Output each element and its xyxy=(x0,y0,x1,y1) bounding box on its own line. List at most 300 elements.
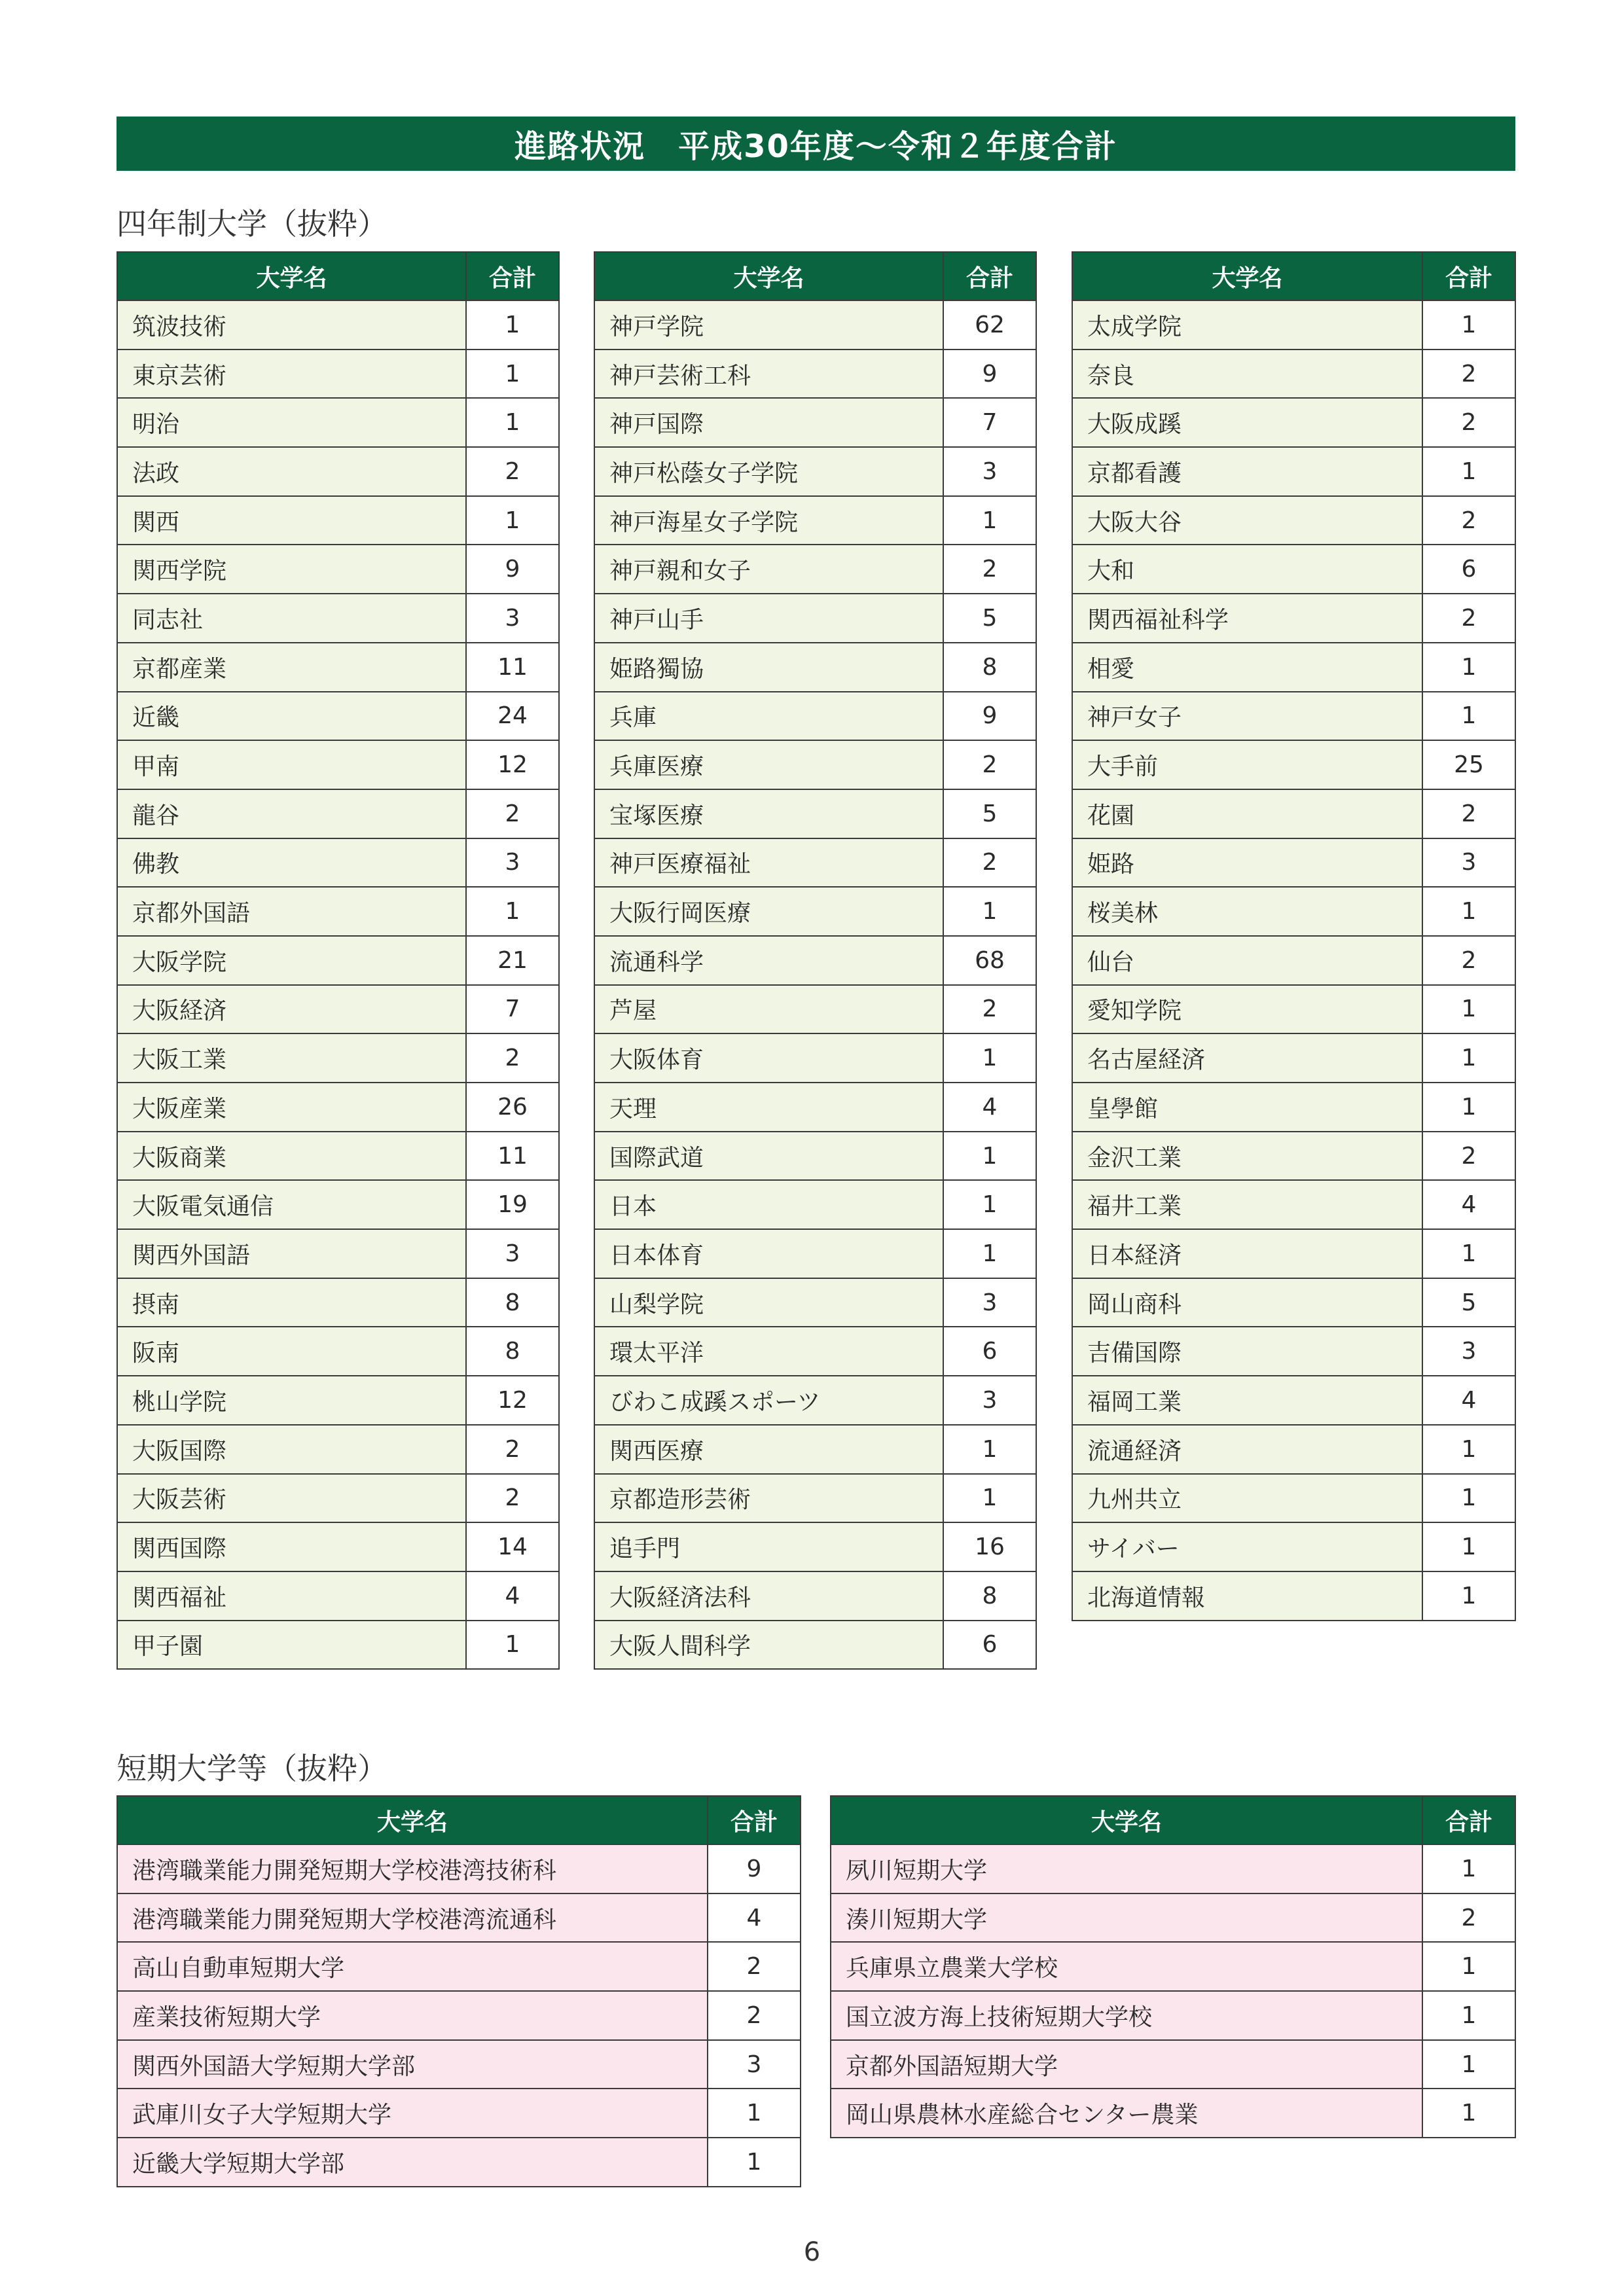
table-row xyxy=(117,1425,559,1474)
table-row xyxy=(831,1893,1515,1943)
school-name-cell: 日本 xyxy=(594,1180,943,1229)
total-cell: 6 xyxy=(943,1621,1036,1670)
school-name-cell: 関西医療 xyxy=(594,1425,943,1474)
total-cell: 5 xyxy=(1422,1278,1515,1327)
total-cell: 2 xyxy=(708,1942,801,1991)
school-name-cell: 岡山県農林水産総合センター農業 xyxy=(831,2089,1422,2138)
table-row xyxy=(594,398,1036,447)
school-name-cell: 九州共立 xyxy=(1072,1474,1422,1523)
school-name-cell: 国際武道 xyxy=(594,1132,943,1181)
table-row xyxy=(117,1844,801,1893)
school-name-cell: 名古屋経済 xyxy=(1072,1033,1422,1083)
school-name-cell: 甲子園 xyxy=(117,1621,466,1670)
table-row xyxy=(117,2138,801,2187)
page-banner xyxy=(117,117,1515,171)
total-cell: 2 xyxy=(1422,594,1515,643)
total-cell: 1 xyxy=(1422,1522,1515,1571)
table-row xyxy=(117,887,559,936)
table-row xyxy=(594,447,1036,496)
total-cell: 2 xyxy=(1422,350,1515,399)
school-name-cell: 相愛 xyxy=(1072,643,1422,692)
junior-college-table-2 xyxy=(830,1795,1516,2138)
table-row xyxy=(1072,1425,1515,1474)
school-name-cell: 関西国際 xyxy=(117,1522,466,1571)
school-name-cell: 大阪成蹊 xyxy=(1072,398,1422,447)
school-name-cell: 神戸医療福祉 xyxy=(594,838,943,888)
total-cell: 7 xyxy=(466,985,559,1034)
school-name-cell: びわこ成蹊スポーツ xyxy=(594,1376,943,1425)
table-row xyxy=(117,1942,801,1991)
school-name-cell: 奈良 xyxy=(1072,350,1422,399)
total-cell: 6 xyxy=(1422,545,1515,594)
col-header-total: 合計 xyxy=(1422,252,1515,300)
total-cell: 1 xyxy=(466,887,559,936)
table-row xyxy=(831,1942,1515,1991)
total-cell: 1 xyxy=(1422,1033,1515,1083)
total-cell: 12 xyxy=(466,740,559,789)
school-name-cell: 兵庫医療 xyxy=(594,740,943,789)
school-name-cell: 日本体育 xyxy=(594,1229,943,1278)
total-cell: 1 xyxy=(1422,1474,1515,1523)
table-row xyxy=(1072,789,1515,838)
col-header-name: 大学名 xyxy=(117,1796,708,1844)
school-name-cell: 近畿 xyxy=(117,692,466,741)
table-row xyxy=(831,2040,1515,2089)
total-cell: 21 xyxy=(466,936,559,985)
school-name-cell: 大阪経済 xyxy=(117,985,466,1034)
school-name-cell: 京都産業 xyxy=(117,643,466,692)
total-cell: 2 xyxy=(1422,398,1515,447)
total-cell: 1 xyxy=(466,1621,559,1670)
total-cell: 2 xyxy=(466,1474,559,1523)
school-name-cell: 同志社 xyxy=(117,594,466,643)
university-table-2 xyxy=(594,251,1037,1670)
school-name-cell: 京都外国語短期大学 xyxy=(831,2040,1422,2089)
total-cell: 1 xyxy=(1422,887,1515,936)
total-cell: 2 xyxy=(466,1033,559,1083)
total-cell: 8 xyxy=(466,1327,559,1376)
school-name-cell: 流通科学 xyxy=(594,936,943,985)
school-name-cell: 佛教 xyxy=(117,838,466,888)
school-name-cell: 関西福祉科学 xyxy=(1072,594,1422,643)
table-row xyxy=(117,1474,559,1523)
table-row xyxy=(1072,1132,1515,1181)
school-name-cell: 兵庫県立農業大学校 xyxy=(831,1942,1422,1991)
table-row xyxy=(117,1132,559,1181)
total-cell: 1 xyxy=(1422,1844,1515,1893)
total-cell: 9 xyxy=(943,692,1036,741)
table-row xyxy=(117,1571,559,1621)
school-name-cell: 神戸学院 xyxy=(594,300,943,350)
school-name-cell: 太成学院 xyxy=(1072,300,1422,350)
table-row xyxy=(1072,740,1515,789)
table-row xyxy=(594,1522,1036,1571)
col-header-name: 大学名 xyxy=(831,1796,1422,1844)
total-cell: 1 xyxy=(1422,1425,1515,1474)
total-cell: 11 xyxy=(466,643,559,692)
table-row xyxy=(594,643,1036,692)
total-cell: 1 xyxy=(943,1425,1036,1474)
table-row xyxy=(594,1425,1036,1474)
table-row xyxy=(117,496,559,545)
school-name-cell: 武庫川女子大学短期大学 xyxy=(117,2089,708,2138)
school-name-cell: 流通経済 xyxy=(1072,1425,1422,1474)
total-cell: 1 xyxy=(1422,447,1515,496)
table-row xyxy=(1072,594,1515,643)
table-row xyxy=(117,1522,559,1571)
total-cell: 2 xyxy=(943,838,1036,888)
table-row xyxy=(117,545,559,594)
school-name-cell: 山梨学院 xyxy=(594,1278,943,1327)
table-row xyxy=(1072,887,1515,936)
total-cell: 25 xyxy=(1422,740,1515,789)
total-cell: 3 xyxy=(466,838,559,888)
school-name-cell: 関西学院 xyxy=(117,545,466,594)
total-cell: 14 xyxy=(466,1522,559,1571)
total-cell: 2 xyxy=(1422,1132,1515,1181)
table-row xyxy=(1072,1033,1515,1083)
col-header-name: 大学名 xyxy=(1072,252,1422,300)
school-name-cell: 福井工業 xyxy=(1072,1180,1422,1229)
school-name-cell: 国立波方海上技術短期大学校 xyxy=(831,1991,1422,2040)
table-row xyxy=(117,2040,801,2089)
total-cell: 8 xyxy=(943,643,1036,692)
school-name-cell: 大阪体育 xyxy=(594,1033,943,1083)
total-cell: 9 xyxy=(943,350,1036,399)
table-row xyxy=(1072,692,1515,741)
school-name-cell: 吉備国際 xyxy=(1072,1327,1422,1376)
school-name-cell: 関西 xyxy=(117,496,466,545)
total-cell: 11 xyxy=(466,1132,559,1181)
table-row xyxy=(831,1844,1515,1893)
table-row xyxy=(594,496,1036,545)
table-row xyxy=(117,594,559,643)
school-name-cell: 湊川短期大学 xyxy=(831,1893,1422,1943)
col-header-total: 合計 xyxy=(943,252,1036,300)
table-row xyxy=(117,1229,559,1278)
school-name-cell: 大阪経済法科 xyxy=(594,1571,943,1621)
table-row xyxy=(1072,1327,1515,1376)
table-row xyxy=(594,1033,1036,1083)
school-name-cell: 阪南 xyxy=(117,1327,466,1376)
total-cell: 26 xyxy=(466,1083,559,1132)
table-row xyxy=(594,789,1036,838)
total-cell: 1 xyxy=(1422,985,1515,1034)
total-cell: 4 xyxy=(1422,1180,1515,1229)
total-cell: 4 xyxy=(943,1083,1036,1132)
total-cell: 1 xyxy=(1422,643,1515,692)
table-row xyxy=(1072,838,1515,888)
table-row xyxy=(594,936,1036,985)
school-name-cell: 桃山学院 xyxy=(117,1376,466,1425)
table-row xyxy=(594,985,1036,1034)
total-cell: 16 xyxy=(943,1522,1036,1571)
university-table-3 xyxy=(1072,251,1516,1621)
table-row xyxy=(1072,1229,1515,1278)
table-row xyxy=(117,1033,559,1083)
table-row xyxy=(1072,447,1515,496)
table-row xyxy=(1072,1474,1515,1523)
total-cell: 2 xyxy=(708,1991,801,2040)
table-row xyxy=(117,398,559,447)
table-row xyxy=(594,1571,1036,1621)
total-cell: 1 xyxy=(943,1474,1036,1523)
school-name-cell: 芦屋 xyxy=(594,985,943,1034)
table-row xyxy=(1072,985,1515,1034)
table-row xyxy=(117,447,559,496)
total-cell: 1 xyxy=(943,496,1036,545)
total-cell: 12 xyxy=(466,1376,559,1425)
col-header-total: 合計 xyxy=(1422,1796,1515,1844)
school-name-cell: 追手門 xyxy=(594,1522,943,1571)
col-header-name: 大学名 xyxy=(594,252,943,300)
table-row xyxy=(117,789,559,838)
school-name-cell: 愛知学院 xyxy=(1072,985,1422,1034)
school-name-cell: 神戸国際 xyxy=(594,398,943,447)
table-row xyxy=(594,594,1036,643)
total-cell: 2 xyxy=(1422,496,1515,545)
table-row xyxy=(117,643,559,692)
total-cell: 1 xyxy=(943,1132,1036,1181)
total-cell: 1 xyxy=(466,398,559,447)
total-cell: 1 xyxy=(708,2089,801,2138)
total-cell: 62 xyxy=(943,300,1036,350)
table-row xyxy=(1072,350,1515,399)
total-cell: 1 xyxy=(466,300,559,350)
total-cell: 3 xyxy=(466,1229,559,1278)
total-cell: 4 xyxy=(466,1571,559,1621)
total-cell: 2 xyxy=(466,1425,559,1474)
table-row xyxy=(1072,1180,1515,1229)
table-row xyxy=(1072,1376,1515,1425)
table-row xyxy=(594,1621,1036,1670)
table-row xyxy=(1072,936,1515,985)
table-row xyxy=(117,1083,559,1132)
table-row xyxy=(594,1180,1036,1229)
school-name-cell: 京都外国語 xyxy=(117,887,466,936)
total-cell: 1 xyxy=(1422,2089,1515,2138)
school-name-cell: 甲南 xyxy=(117,740,466,789)
school-name-cell: 法政 xyxy=(117,447,466,496)
table-row xyxy=(1072,496,1515,545)
table-row xyxy=(594,740,1036,789)
table-row xyxy=(117,1278,559,1327)
school-name-cell: 大阪電気通信 xyxy=(117,1180,466,1229)
school-name-cell: 大手前 xyxy=(1072,740,1422,789)
school-name-cell: 龍谷 xyxy=(117,789,466,838)
school-name-cell: 京都看護 xyxy=(1072,447,1422,496)
school-name-cell: 神戸海星女子学院 xyxy=(594,496,943,545)
table-row xyxy=(594,300,1036,350)
total-cell: 5 xyxy=(943,594,1036,643)
total-cell: 2 xyxy=(943,740,1036,789)
school-name-cell: 福岡工業 xyxy=(1072,1376,1422,1425)
school-name-cell: 大阪人間科学 xyxy=(594,1621,943,1670)
school-name-cell: 姫路 xyxy=(1072,838,1422,888)
total-cell: 3 xyxy=(708,2040,801,2089)
table-row xyxy=(117,1991,801,2040)
total-cell: 68 xyxy=(943,936,1036,985)
school-name-cell: 関西外国語 xyxy=(117,1229,466,1278)
school-name-cell: 仙台 xyxy=(1072,936,1422,985)
table-row xyxy=(594,545,1036,594)
total-cell: 9 xyxy=(466,545,559,594)
table-row xyxy=(1072,1083,1515,1132)
school-name-cell: 大阪産業 xyxy=(117,1083,466,1132)
table-row xyxy=(117,1327,559,1376)
total-cell: 1 xyxy=(1422,1571,1515,1621)
school-name-cell: 夙川短期大学 xyxy=(831,1844,1422,1893)
col-header-total: 合計 xyxy=(708,1796,801,1844)
school-name-cell: 東京芸術 xyxy=(117,350,466,399)
total-cell: 7 xyxy=(943,398,1036,447)
table-row xyxy=(1072,545,1515,594)
school-name-cell: 環太平洋 xyxy=(594,1327,943,1376)
school-name-cell: 関西福祉 xyxy=(117,1571,466,1621)
total-cell: 1 xyxy=(1422,2040,1515,2089)
school-name-cell: 神戸芸術工科 xyxy=(594,350,943,399)
school-name-cell: 天理 xyxy=(594,1083,943,1132)
total-cell: 1 xyxy=(1422,1083,1515,1132)
school-name-cell: 神戸親和女子 xyxy=(594,545,943,594)
school-name-cell: 摂南 xyxy=(117,1278,466,1327)
school-name-cell: 兵庫 xyxy=(594,692,943,741)
junior-college-section-title: 短期大学等（抜粋） xyxy=(117,1751,388,1786)
school-name-cell: 皇學館 xyxy=(1072,1083,1422,1132)
table-row xyxy=(594,1229,1036,1278)
school-name-cell: 神戸女子 xyxy=(1072,692,1422,741)
table-row xyxy=(1072,300,1515,350)
school-name-cell: 港湾職業能力開発短期大学校港湾技術科 xyxy=(117,1844,708,1893)
table-row xyxy=(1072,1278,1515,1327)
school-name-cell: 宝塚医療 xyxy=(594,789,943,838)
total-cell: 9 xyxy=(708,1844,801,1893)
total-cell: 8 xyxy=(466,1278,559,1327)
total-cell: 6 xyxy=(943,1327,1036,1376)
university-table-1 xyxy=(117,251,560,1670)
table-row xyxy=(1072,1522,1515,1571)
table-row xyxy=(117,1376,559,1425)
school-name-cell: 姫路獨協 xyxy=(594,643,943,692)
school-name-cell: 日本経済 xyxy=(1072,1229,1422,1278)
table-row xyxy=(594,1083,1036,1132)
total-cell: 3 xyxy=(943,1278,1036,1327)
table-row xyxy=(117,350,559,399)
school-name-cell: 大阪大谷 xyxy=(1072,496,1422,545)
table-row xyxy=(1072,398,1515,447)
total-cell: 4 xyxy=(708,1893,801,1943)
school-name-cell: 桜美林 xyxy=(1072,887,1422,936)
table-row xyxy=(117,838,559,888)
school-name-cell: 北海道情報 xyxy=(1072,1571,1422,1621)
school-name-cell: 金沢工業 xyxy=(1072,1132,1422,1181)
banner-title: 進路状況 平成30年度～令和２年度合計 xyxy=(514,128,1117,165)
total-cell: 3 xyxy=(1422,1327,1515,1376)
total-cell: 3 xyxy=(466,594,559,643)
total-cell: 1 xyxy=(943,1180,1036,1229)
school-name-cell: サイバー xyxy=(1072,1522,1422,1571)
total-cell: 2 xyxy=(1422,1893,1515,1943)
total-cell: 1 xyxy=(1422,300,1515,350)
school-name-cell: 関西外国語大学短期大学部 xyxy=(117,2040,708,2089)
total-cell: 1 xyxy=(708,2138,801,2187)
table-row xyxy=(117,300,559,350)
table-row xyxy=(117,740,559,789)
school-name-cell: 大阪工業 xyxy=(117,1033,466,1083)
university-section-title: 四年制大学（抜粋） xyxy=(117,206,388,242)
total-cell: 1 xyxy=(1422,1991,1515,2040)
total-cell: 1 xyxy=(943,1033,1036,1083)
school-name-cell: 高山自動車短期大学 xyxy=(117,1942,708,1991)
school-name-cell: 近畿大学短期大学部 xyxy=(117,2138,708,2187)
table-row xyxy=(117,936,559,985)
school-name-cell: 大和 xyxy=(1072,545,1422,594)
table-row xyxy=(117,692,559,741)
table-row xyxy=(594,887,1036,936)
page-number: 6 xyxy=(803,2237,821,2267)
table-row xyxy=(117,985,559,1034)
table-row xyxy=(594,1278,1036,1327)
school-name-cell: 大阪国際 xyxy=(117,1425,466,1474)
total-cell: 24 xyxy=(466,692,559,741)
total-cell: 1 xyxy=(1422,692,1515,741)
school-name-cell: 大阪芸術 xyxy=(117,1474,466,1523)
table-row xyxy=(117,1893,801,1943)
school-name-cell: 大阪学院 xyxy=(117,936,466,985)
total-cell: 3 xyxy=(1422,838,1515,888)
total-cell: 2 xyxy=(943,985,1036,1034)
table-row xyxy=(594,692,1036,741)
total-cell: 3 xyxy=(943,1376,1036,1425)
total-cell: 2 xyxy=(466,789,559,838)
total-cell: 3 xyxy=(943,447,1036,496)
total-cell: 1 xyxy=(466,496,559,545)
school-name-cell: 筑波技術 xyxy=(117,300,466,350)
total-cell: 1 xyxy=(1422,1229,1515,1278)
total-cell: 1 xyxy=(466,350,559,399)
school-name-cell: 明治 xyxy=(117,398,466,447)
table-row xyxy=(117,1621,559,1670)
school-name-cell: 神戸松蔭女子学院 xyxy=(594,447,943,496)
total-cell: 1 xyxy=(943,887,1036,936)
total-cell: 19 xyxy=(466,1180,559,1229)
total-cell: 1 xyxy=(943,1229,1036,1278)
table-row xyxy=(594,1474,1036,1523)
school-name-cell: 花園 xyxy=(1072,789,1422,838)
school-name-cell: 港湾職業能力開発短期大学校港湾流通科 xyxy=(117,1893,708,1943)
table-row xyxy=(117,1180,559,1229)
table-row xyxy=(831,2089,1515,2138)
table-row xyxy=(831,1991,1515,2040)
junior-college-table-1 xyxy=(117,1795,801,2187)
total-cell: 5 xyxy=(943,789,1036,838)
total-cell: 2 xyxy=(1422,789,1515,838)
col-header-total: 合計 xyxy=(466,252,559,300)
table-row xyxy=(594,350,1036,399)
table-row xyxy=(1072,1571,1515,1621)
school-name-cell: 神戸山手 xyxy=(594,594,943,643)
col-header-name: 大学名 xyxy=(117,252,466,300)
table-row xyxy=(594,1132,1036,1181)
table-row xyxy=(594,1327,1036,1376)
school-name-cell: 京都造形芸術 xyxy=(594,1474,943,1523)
school-name-cell: 産業技術短期大学 xyxy=(117,1991,708,2040)
total-cell: 4 xyxy=(1422,1376,1515,1425)
table-row xyxy=(594,838,1036,888)
total-cell: 8 xyxy=(943,1571,1036,1621)
table-row xyxy=(117,2089,801,2138)
school-name-cell: 岡山商科 xyxy=(1072,1278,1422,1327)
